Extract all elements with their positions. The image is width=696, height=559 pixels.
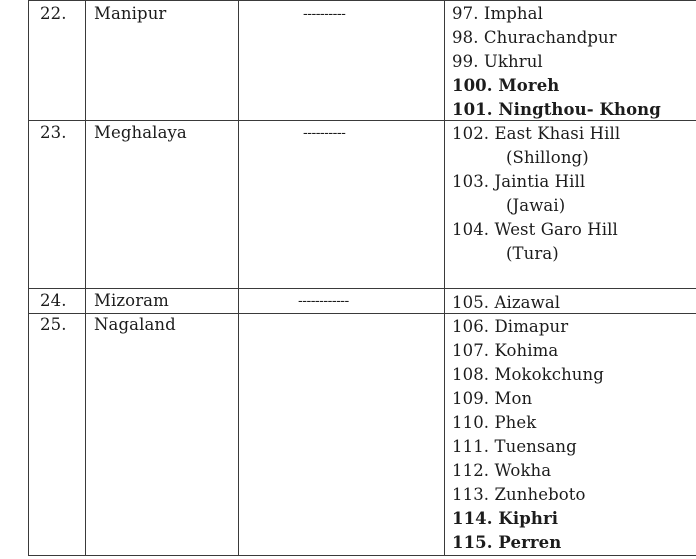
- serial-number: 22.: [40, 4, 67, 23]
- district-entry: 98. Churachandpur: [452, 28, 617, 47]
- district-entry-new: 115. Perren: [452, 533, 562, 552]
- district-entry: 104. West Garo Hill: [452, 220, 618, 239]
- district-entry: 111. Tuensang: [452, 437, 577, 456]
- district-entry: 102. East Khasi Hill: [452, 124, 621, 143]
- state-name: Nagaland: [94, 315, 176, 334]
- blank-dash: ------------: [298, 293, 349, 309]
- column-divider: [85, 0, 86, 556]
- district-entry: 108. Mokokchung: [452, 365, 604, 384]
- table-bottom-border: [28, 555, 696, 556]
- district-entry: 113. Zunheboto: [452, 485, 586, 504]
- serial-number: 24.: [40, 291, 67, 310]
- serial-number: 25.: [40, 315, 67, 334]
- district-entry: 103. Jaintia Hill: [452, 172, 586, 191]
- column-divider: [444, 0, 445, 556]
- district-entry: 97. Imphal: [452, 4, 543, 23]
- state-name: Manipur: [94, 4, 167, 23]
- state-name: Meghalaya: [94, 123, 187, 142]
- district-headquarters: (Tura): [506, 244, 559, 263]
- district-headquarters: (Shillong): [506, 148, 589, 167]
- blank-dash: ----------: [303, 125, 346, 141]
- district-entry: 106. Dimapur: [452, 317, 569, 336]
- state-name: Mizoram: [94, 291, 169, 310]
- column-divider: [28, 0, 29, 556]
- district-entry: 105. Aizawal: [452, 293, 561, 312]
- column-divider: [238, 0, 239, 556]
- district-entry: 109. Mon: [452, 389, 533, 408]
- district-headquarters: (Jawai): [506, 196, 566, 215]
- district-entry-new: 114. Kiphri: [452, 509, 559, 528]
- district-entry: 112. Wokha: [452, 461, 552, 480]
- serial-number: 23.: [40, 123, 67, 142]
- district-entry: 107. Kohima: [452, 341, 559, 360]
- blank-dash: ----------: [303, 6, 346, 22]
- district-entry-new: 100. Moreh: [452, 76, 560, 95]
- district-entry: 99. Ukhrul: [452, 52, 543, 71]
- district-entry: 110. Phek: [452, 413, 537, 432]
- district-entry-new: 101. Ningthou- Khong: [452, 100, 661, 119]
